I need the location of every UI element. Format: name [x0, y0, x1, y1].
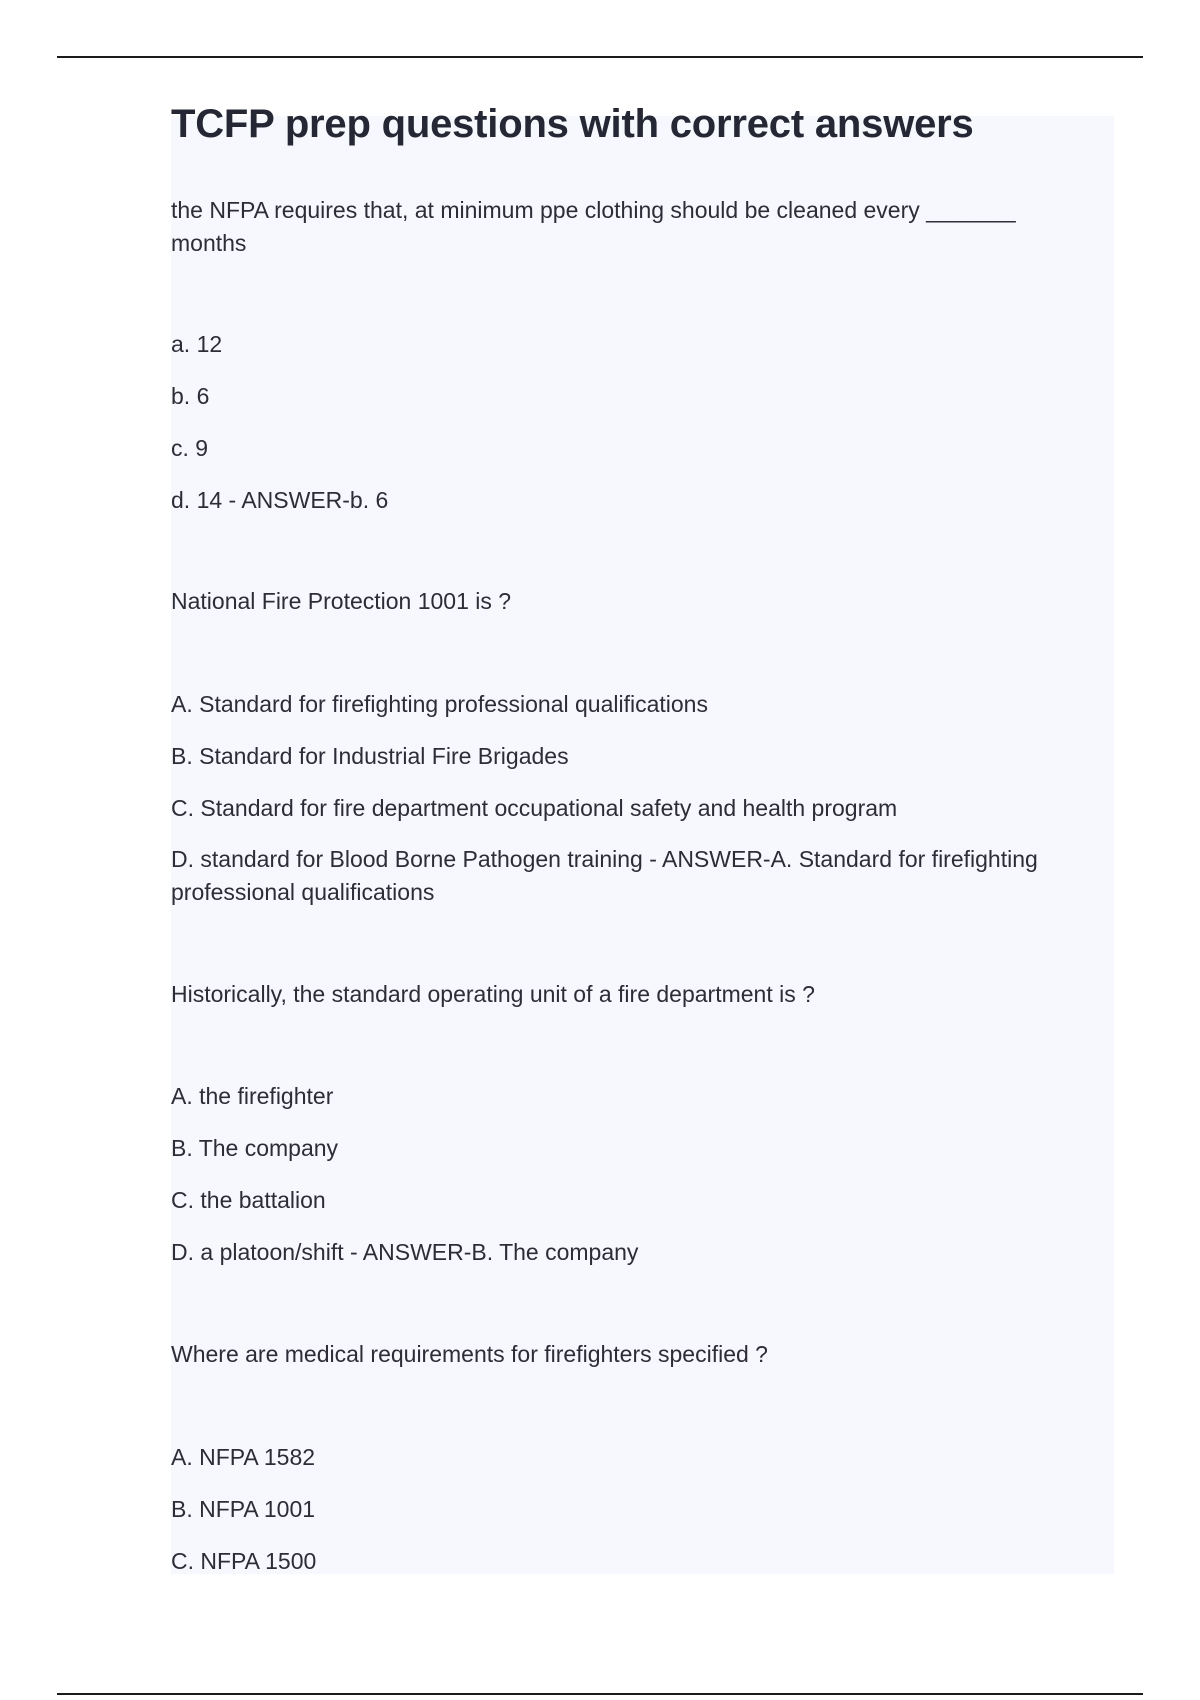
question-text: National Fire Protection 1001 is ? — [171, 588, 512, 614]
bottom-rule — [57, 1693, 1143, 1695]
document-title: TCFP prep questions with correct answers — [171, 102, 974, 146]
option-item: A. Standard for firefighting professional qualifications — [171, 691, 708, 717]
question-block-3 — [171, 978, 1091, 1011]
question-block-2 — [171, 585, 1091, 618]
option-item: A. NFPA 1582 — [171, 1444, 316, 1470]
option-item: B. Standard for Industrial Fire Brigades — [171, 743, 569, 769]
option-item-answer: d. 14 - ANSWER-b. 6 — [171, 487, 389, 513]
question-text: the NFPA requires that, at minimum ppe clothing should be cleaned every _______ months — [171, 197, 1016, 256]
option-item: C. NFPA 1500 — [171, 1548, 317, 1574]
question-block-1 — [171, 194, 1091, 260]
question-text: Historically, the standard operating unit of a fire department is ? — [171, 981, 815, 1007]
option-item: B. NFPA 1001 — [171, 1496, 316, 1522]
question-block-4 — [171, 1338, 1091, 1371]
question-text: Where are medical requirements for firefighters specified ? — [171, 1341, 768, 1367]
top-rule — [57, 56, 1143, 58]
option-item: C. Standard for fire department occupational safety and health program — [171, 795, 898, 821]
option-item: A. the firefighter — [171, 1083, 334, 1109]
option-item: b. 6 — [171, 383, 210, 409]
option-item: a. 12 — [171, 331, 223, 357]
option-item: B. The company — [171, 1135, 339, 1161]
option-item-answer: D. standard for Blood Borne Pathogen training - ANSWER-A. Standard for firefighting professional qualifications — [171, 846, 1038, 905]
option-item: C. the battalion — [171, 1187, 326, 1213]
option-item: c. 9 — [171, 435, 209, 461]
option-item-answer: D. a platoon/shift - ANSWER-B. The company — [171, 1239, 639, 1265]
document-body — [171, 98, 1091, 1574]
